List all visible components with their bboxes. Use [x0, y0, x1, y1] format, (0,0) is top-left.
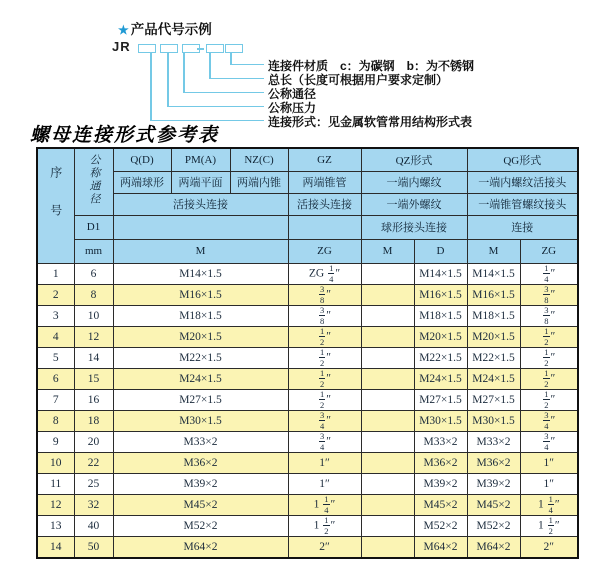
header-qz-connection: 球形接头连接 [361, 215, 467, 239]
qg-zg-cell: $\frac{1}{2}$ ″ [520, 368, 578, 389]
code-label-material: 连接件材质 c：为碳钢 b：为不锈钢 [268, 59, 475, 73]
zg-cell: $\frac{1}{2}$ ″ [288, 368, 361, 389]
qg-zg-cell: $\frac{1}{2}$ ″ [520, 326, 578, 347]
header-nominal-diameter: 公称通径 [74, 148, 113, 215]
qz-d-cell: M16×1.5 [414, 284, 467, 305]
qg-zg-cell: 1″ [520, 473, 578, 494]
qg-zg-cell: 1″ [520, 452, 578, 473]
zg-cell: 1″ [288, 452, 361, 473]
table-row [37, 284, 578, 305]
qg-zg-cell: 2″ [520, 536, 578, 558]
header-blank-gz [288, 215, 361, 239]
header-unit: mm [74, 239, 113, 263]
zg-cell: 1 $\frac{1}{2}$ ″ [288, 515, 361, 536]
dn-cell: 12 [74, 326, 113, 347]
header-qg-zg: ZG [520, 239, 578, 263]
qg-m-cell: M30×1.5 [467, 410, 520, 431]
header-union-connection: 活接头连接 [113, 193, 288, 215]
table-row [37, 389, 578, 410]
qz-d-cell: M33×2 [414, 431, 467, 452]
header-blank-left [113, 215, 288, 239]
leader-line-vertical-4 [209, 52, 211, 79]
serial-cell: 10 [37, 452, 74, 473]
qg-m-cell: M52×2 [467, 515, 520, 536]
header-qz-d: D [414, 239, 467, 263]
thread-cell: M20×1.5 [113, 326, 288, 347]
thread-cell: M52×2 [113, 515, 288, 536]
serial-cell: 14 [37, 536, 74, 558]
qz-m-cell [361, 536, 414, 558]
qz-m-cell [361, 368, 414, 389]
serial-cell: 7 [37, 389, 74, 410]
thread-cell: M45×2 [113, 494, 288, 515]
qg-m-cell: M27×1.5 [467, 389, 520, 410]
dn-cell: 22 [74, 452, 113, 473]
serial-cell: 3 [37, 305, 74, 326]
qz-m-cell [361, 284, 414, 305]
header-form-nzc: NZ(C) [230, 148, 288, 171]
header-qg-m: M [467, 239, 520, 263]
zg-cell: $\frac{1}{2}$ ″ [288, 347, 361, 368]
table-row [37, 494, 578, 515]
header-form-qz: QZ形式 [361, 148, 467, 171]
header-serial: 序号 [37, 148, 74, 263]
serial-cell: 11 [37, 473, 74, 494]
table-row [37, 410, 578, 431]
qz-d-cell: M64×2 [414, 536, 467, 558]
dn-cell: 18 [74, 410, 113, 431]
thread-cell: M39×2 [113, 473, 288, 494]
dn-cell: 50 [74, 536, 113, 558]
code-dash [197, 48, 204, 50]
zg-cell: $\frac{3}{8}$ ″ [288, 284, 361, 305]
qg-m-cell: M45×2 [467, 494, 520, 515]
qz-m-cell [361, 410, 414, 431]
qg-zg-cell: 1 $\frac{1}{2}$ ″ [520, 515, 578, 536]
qg-zg-cell: $\frac{1}{4}$ ″ [520, 263, 578, 284]
serial-cell: 1 [37, 263, 74, 284]
serial-cell: 9 [37, 431, 74, 452]
leader-line-vertical-1 [150, 52, 152, 121]
qz-m-cell [361, 452, 414, 473]
qg-zg-cell: 1 $\frac{1}{4}$ ″ [520, 494, 578, 515]
qg-m-cell: M24×1.5 [467, 368, 520, 389]
qz-d-cell: M30×1.5 [414, 410, 467, 431]
table-row [37, 347, 578, 368]
serial-cell: 8 [37, 410, 74, 431]
dn-cell: 14 [74, 347, 113, 368]
serial-cell: 4 [37, 326, 74, 347]
qz-m-cell [361, 389, 414, 410]
header-qg-connection: 连接 [467, 215, 578, 239]
header-form-pma: PM(A) [171, 148, 230, 171]
dn-cell: 15 [74, 368, 113, 389]
zg-cell: $\frac{3}{4}$ ″ [288, 431, 361, 452]
dn-cell: 40 [74, 515, 113, 536]
table-title: 螺母连接形式参考表 [30, 125, 220, 146]
leader-line-vertical-2 [167, 52, 169, 107]
dn-cell: 8 [74, 284, 113, 305]
header-qz-end1: 一端内螺纹 [361, 171, 467, 193]
qg-zg-cell: $\frac{3}{4}$ ″ [520, 431, 578, 452]
header-d1: D1 [74, 215, 113, 239]
qg-m-cell: M33×2 [467, 431, 520, 452]
qz-m-cell [361, 494, 414, 515]
thread-cell: M64×2 [113, 536, 288, 558]
thread-cell: M36×2 [113, 452, 288, 473]
qz-m-cell [361, 263, 414, 284]
zg-cell: $\frac{1}{2}$ ″ [288, 389, 361, 410]
thread-cell: M22×1.5 [113, 347, 288, 368]
code-segment-box-1 [138, 44, 156, 53]
qg-m-cell: M14×1.5 [467, 263, 520, 284]
qg-m-cell: M20×1.5 [467, 326, 520, 347]
table-body [37, 263, 578, 558]
code-prefix: JR [112, 39, 131, 54]
leader-line-vertical-3 [183, 52, 185, 93]
qg-zg-cell: $\frac{1}{2}$ ″ [520, 347, 578, 368]
qg-zg-cell: $\frac{3}{8}$ ″ [520, 284, 578, 305]
qz-d-cell: M39×2 [414, 473, 467, 494]
header-form-qg: QG形式 [467, 148, 578, 171]
thread-cell: M16×1.5 [113, 284, 288, 305]
table-row [37, 326, 578, 347]
dn-cell: 20 [74, 431, 113, 452]
dn-cell: 32 [74, 494, 113, 515]
header-union-connection-gz: 活接头连接 [288, 193, 361, 215]
header-m-label: M [113, 239, 288, 263]
qg-m-cell: M16×1.5 [467, 284, 520, 305]
leader-line-horizontal-2 [167, 106, 264, 108]
dn-cell: 10 [74, 305, 113, 326]
qg-m-cell: M18×1.5 [467, 305, 520, 326]
leader-line-horizontal-5 [230, 64, 264, 66]
dn-cell: 25 [74, 473, 113, 494]
leader-line-horizontal-4 [209, 78, 264, 80]
table-row [37, 263, 578, 284]
product-code-example-title [118, 18, 212, 38]
qz-d-cell: M22×1.5 [414, 347, 467, 368]
serial-cell: 5 [37, 347, 74, 368]
header-ends-pma: 两端平面 [171, 171, 230, 193]
qg-m-cell: M39×2 [467, 473, 520, 494]
table-row [37, 515, 578, 536]
code-label-nominal-pressure: 公称压力 [268, 101, 317, 115]
qz-m-cell [361, 515, 414, 536]
header-form-qd: Q(D) [113, 148, 171, 171]
table-row [37, 536, 578, 558]
qz-m-cell [361, 473, 414, 494]
thread-cell: M33×2 [113, 431, 288, 452]
qg-zg-cell: $\frac{1}{2}$ ″ [520, 389, 578, 410]
thread-cell: M27×1.5 [113, 389, 288, 410]
header-zg-label: ZG [288, 239, 361, 263]
product-code-example-label: 产品代号示例 [130, 22, 212, 37]
qg-m-cell: M22×1.5 [467, 347, 520, 368]
code-segment-box-2 [160, 44, 178, 53]
qz-d-cell: M18×1.5 [414, 305, 467, 326]
qz-d-cell: M52×2 [414, 515, 467, 536]
qz-d-cell: M24×1.5 [414, 368, 467, 389]
header-qg-end2: 一端锥管螺纹接头 [467, 193, 578, 215]
serial-cell: 13 [37, 515, 74, 536]
star-icon: ★ [118, 23, 129, 37]
code-label-total-length: 总长（长度可根据用户要求定制） [268, 73, 449, 87]
table-row [37, 431, 578, 452]
zg-cell: 1 $\frac{1}{4}$ ″ [288, 494, 361, 515]
nut-connection-reference-table [36, 147, 579, 559]
code-label-connection-form: 连接形式：见金属软管常用结构形式表 [268, 115, 473, 129]
serial-cell: 2 [37, 284, 74, 305]
qz-d-cell: M45×2 [414, 494, 467, 515]
table-row [37, 305, 578, 326]
code-segment-box-5 [225, 44, 243, 53]
header-form-gz: GZ [288, 148, 361, 171]
header-qg-end1: 一端内螺纹活接头 [467, 171, 578, 193]
thread-cell: M30×1.5 [113, 410, 288, 431]
zg-cell: 2″ [288, 536, 361, 558]
zg-cell: $\frac{3}{4}$ ″ [288, 410, 361, 431]
qg-zg-cell: $\frac{3}{8}$ ″ [520, 305, 578, 326]
header-qz-end2: 一端外螺纹 [361, 193, 467, 215]
qg-zg-cell: $\frac{3}{4}$ ″ [520, 410, 578, 431]
thread-cell: M18×1.5 [113, 305, 288, 326]
qz-m-cell [361, 431, 414, 452]
thread-cell: M14×1.5 [113, 263, 288, 284]
table-row [37, 368, 578, 389]
zg-cell: ZG $\frac{1}{4}$ ″ [288, 263, 361, 284]
qz-m-cell [361, 347, 414, 368]
qz-d-cell: M20×1.5 [414, 326, 467, 347]
leader-line-horizontal-3 [183, 92, 264, 94]
zg-cell: 1″ [288, 473, 361, 494]
qz-m-cell [361, 305, 414, 326]
qz-d-cell: M14×1.5 [414, 263, 467, 284]
serial-cell: 12 [37, 494, 74, 515]
table-row [37, 473, 578, 494]
qg-m-cell: M36×2 [467, 452, 520, 473]
code-label-nominal-diameter: 公称通径 [268, 87, 317, 101]
zg-cell: $\frac{3}{8}$ ″ [288, 305, 361, 326]
header-ends-nzc: 两端内锥 [230, 171, 288, 193]
header-ends-qd: 两端球形 [113, 171, 171, 193]
qz-m-cell [361, 326, 414, 347]
header-qz-m: M [361, 239, 414, 263]
dn-cell: 16 [74, 389, 113, 410]
header-ends-gz: 两端锥管 [288, 171, 361, 193]
qz-d-cell: M27×1.5 [414, 389, 467, 410]
serial-cell: 6 [37, 368, 74, 389]
qg-m-cell: M64×2 [467, 536, 520, 558]
qz-d-cell: M36×2 [414, 452, 467, 473]
dn-cell: 6 [74, 263, 113, 284]
thread-cell: M24×1.5 [113, 368, 288, 389]
zg-cell: $\frac{1}{2}$ ″ [288, 326, 361, 347]
table-row [37, 452, 578, 473]
